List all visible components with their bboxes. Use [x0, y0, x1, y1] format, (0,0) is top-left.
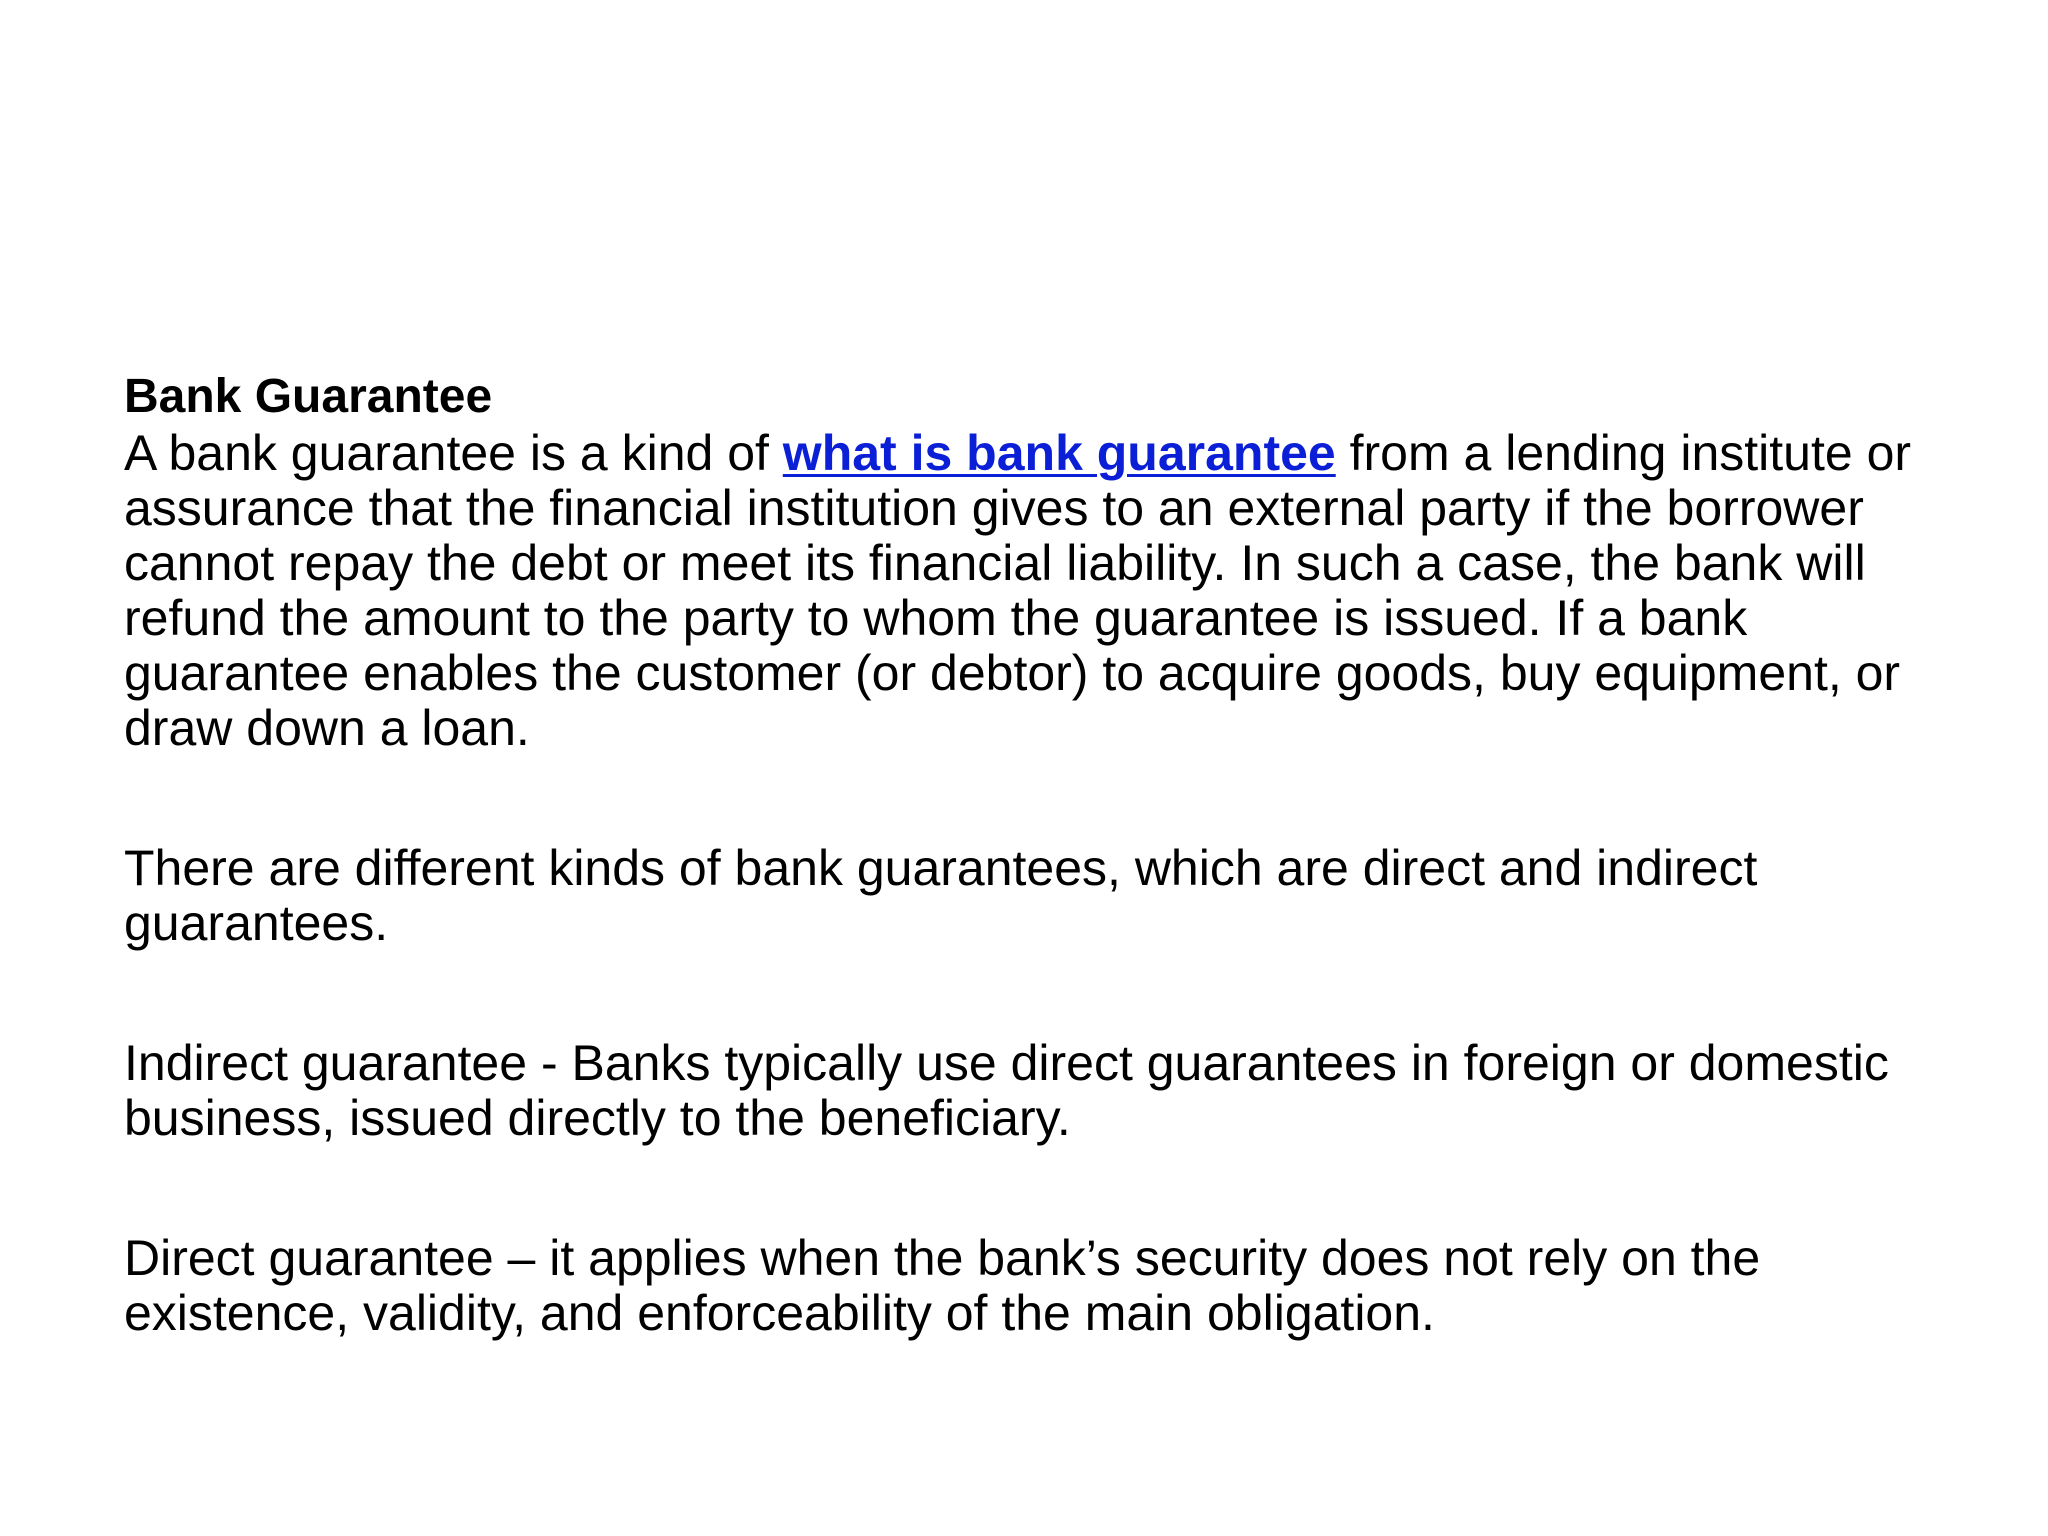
what-is-bank-guarantee-link[interactable]: what is bank guarantee	[782, 425, 1336, 481]
intro-paragraph	[124, 426, 1954, 756]
slide-content	[124, 368, 1954, 1341]
intro-text-after-link: from a lending institute or assurance that the financial institution gives to an external party if the borrower cannot repay the debt or meet its financial liability. In such a case, the bank will refund the amount to the party to whom the guarantee is issued. If a bank guarantee enables the customer (or debtor) to acquire goods, buy equipment, or draw down a loan.	[124, 425, 1912, 756]
slide-heading: Bank Guarantee	[124, 370, 493, 423]
intro-text-before-link: A bank guarantee is a kind of	[124, 425, 783, 481]
direct-guarantee-paragraph: Direct guarantee – it applies when the bank’s security does not rely on the existence, validity, and enforceability of the main obligation.	[124, 1230, 1761, 1341]
indirect-guarantee-paragraph: Indirect guarantee - Banks typically use direct guarantees in foreign or domestic business, issued directly to the beneficiary.	[124, 1035, 1889, 1146]
kinds-paragraph: There are different kinds of bank guarantees, which are direct and indirect guarantees.	[124, 840, 1758, 951]
